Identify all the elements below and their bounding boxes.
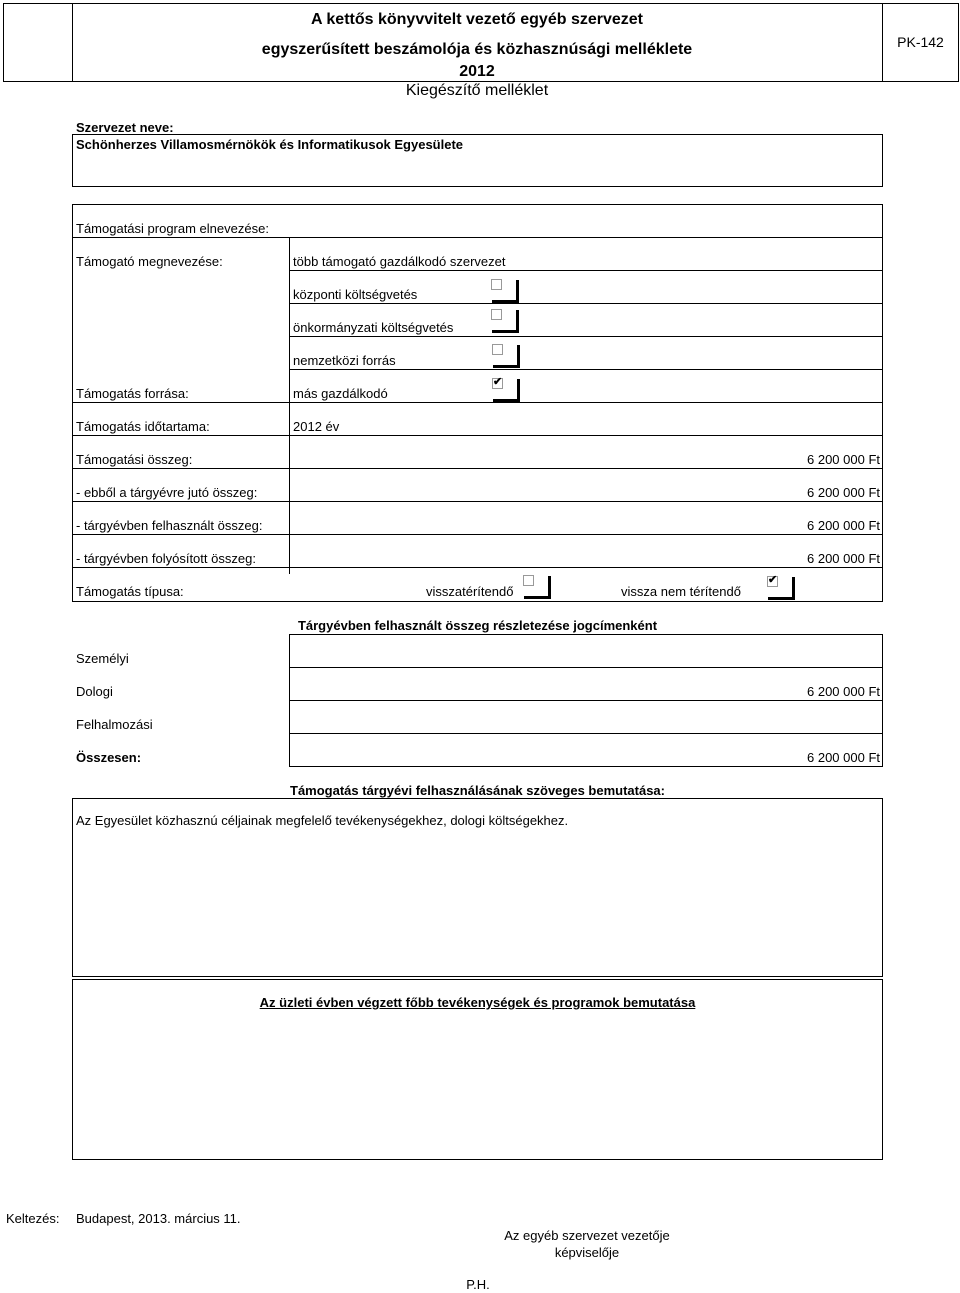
row-line-9 (72, 501, 883, 502)
year-part-label: - ebből a tárgyévre jutó összeg: (76, 485, 258, 500)
supporter-label: Támogató megnevezése: (76, 254, 223, 269)
breakdown-line-1 (289, 667, 883, 668)
row-line-3 (289, 303, 883, 304)
support-col-divider (289, 237, 290, 574)
stamp-placeholder: P.H. (466, 1277, 490, 1292)
breakdown-material-value: 6 200 000 Ft (807, 684, 880, 699)
paid-value: 6 200 000 Ft (807, 551, 880, 566)
row-line-7 (72, 435, 883, 436)
title-line-2: egyszerűsített beszámolója és közhasznúsági melléklete (261, 41, 693, 58)
source-central-label: központi költségvetés (293, 287, 418, 302)
source-local-checkbox[interactable] (491, 309, 519, 333)
breakdown-investment-label: Felhalmozási (76, 717, 153, 732)
title-year: 2012 (459, 63, 495, 80)
paid-label: - tárgyévben folyósított összeg: (76, 551, 256, 566)
row-line-10 (72, 534, 883, 535)
source-other-label: más gazdálkodó (293, 386, 388, 401)
program-label: Támogatási program elnevezése: (76, 221, 269, 236)
amount-value: 6 200 000 Ft (807, 452, 880, 467)
breakdown-line-3 (289, 733, 883, 734)
row-line-11 (72, 567, 883, 568)
breakdown-line-2 (289, 700, 883, 701)
row-line-4 (289, 336, 883, 337)
source-international-checkbox[interactable] (492, 344, 520, 368)
type-refundable-label: visszatérítendő (426, 584, 514, 599)
form-code: PK-142 (897, 34, 944, 50)
date-label: Keltezés: (6, 1211, 60, 1226)
row-line-8 (72, 468, 883, 469)
type-refundable-checkbox[interactable] (523, 575, 551, 599)
amount-label: Támogatási összeg: (76, 452, 193, 467)
breakdown-material-label: Dologi (76, 684, 113, 699)
duration-label: Támogatás időtartama: (76, 419, 210, 434)
org-label: Szervezet neve: (76, 120, 174, 135)
description-text: Az Egyesület közhasznú céljainak megfelelő tevékenységekhez, dologi költségekhez. (76, 813, 569, 828)
breakdown-total-value: 6 200 000 Ft (807, 750, 880, 765)
row-line-2 (289, 270, 883, 271)
row-line-6 (72, 402, 883, 403)
activities-box (72, 979, 883, 1160)
duration-value: 2012 év (293, 419, 340, 434)
source-other-checkbox[interactable] (492, 378, 520, 402)
signer-line-1: Az egyéb szervezet vezetője (504, 1228, 670, 1243)
description-title: Támogatás tárgyévi felhasználásának szöveges bemutatása: (290, 783, 665, 798)
year-part-value: 6 200 000 Ft (807, 485, 880, 500)
row-line-5 (289, 369, 883, 370)
breakdown-title: Tárgyévben felhasznált összeg részletezése jogcímenként (297, 618, 658, 633)
supporter-value: több támogató gazdálkodó szervezet (293, 254, 506, 269)
subtitle: Kiegészítő melléklet (405, 82, 549, 99)
source-label: Támogatás forrása: (76, 386, 189, 401)
check-mark-icon: ✔ (768, 574, 778, 586)
date-value: Budapest, 2013. március 11. (76, 1211, 241, 1226)
row-line-1 (72, 237, 883, 238)
check-mark-icon: ✔ (493, 376, 503, 388)
type-nonrefundable-checkbox[interactable] (767, 576, 795, 600)
org-name: Schönherzes Villamosmérnökök és Informatikusok Egyesülete (76, 137, 464, 152)
used-label: - tárgyévben felhasznált összeg: (76, 518, 263, 533)
type-label: Támogatás típusa: (76, 584, 184, 599)
used-value: 6 200 000 Ft (807, 518, 880, 533)
breakdown-personal-label: Személyi (76, 651, 129, 666)
source-local-label: önkormányzati költségvetés (293, 320, 454, 335)
source-central-checkbox[interactable] (491, 279, 519, 303)
type-nonrefundable-label: vissza nem térítendő (621, 584, 741, 599)
source-international-label: nemzetközi forrás (293, 353, 396, 368)
signer-line-2: képviselője (554, 1245, 620, 1260)
activities-title: Az üzleti évben végzett főbb tevékenységek és programok bemutatása (259, 995, 696, 1010)
breakdown-total-label: Összesen: (76, 750, 142, 765)
title-line-1: A kettős könyvvitelt vezető egyéb szervezet (311, 11, 643, 28)
